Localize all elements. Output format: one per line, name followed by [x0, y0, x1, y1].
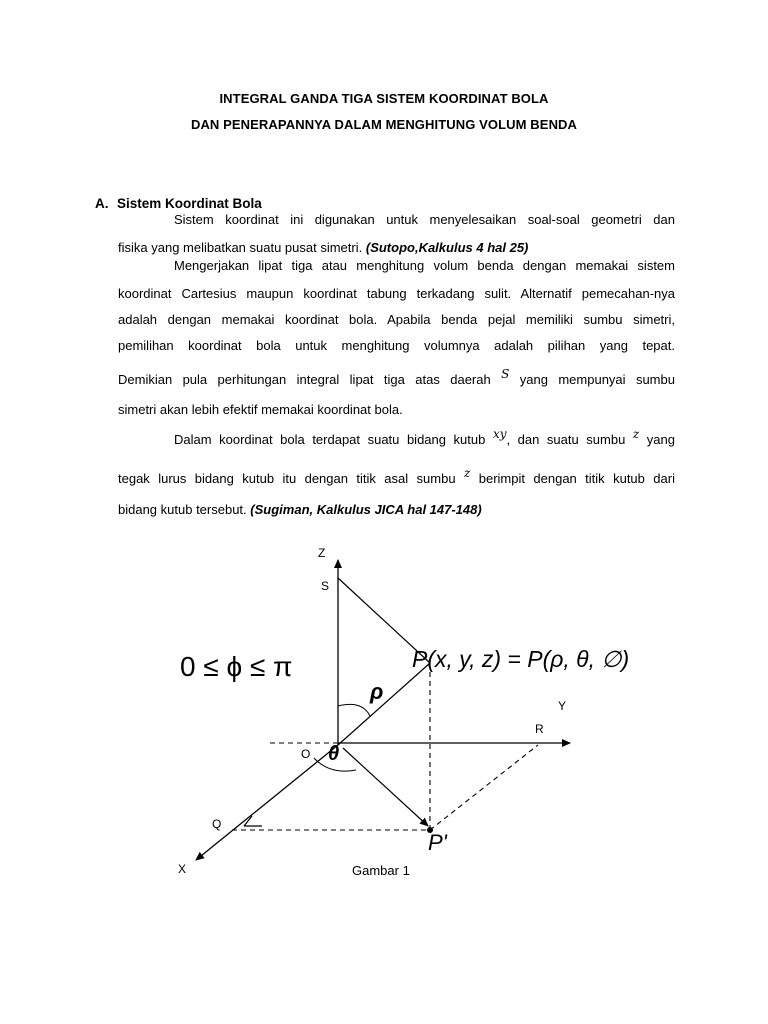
label-y: Y [558, 699, 567, 713]
point-p-formula: P(x, y, z) = P(ρ, θ, ∅) [412, 646, 630, 672]
math-z-2: z [464, 466, 471, 480]
phi-angle-arc [338, 704, 370, 716]
document-title-line1: INTEGRAL GANDA TIGA SISTEM KOORDINAT BOLA [219, 91, 549, 106]
label-q: Q [212, 817, 222, 831]
p3-line2: tegak lurus bidang kutub itu dengan titik asal sumbu z berimpit dengan titik kutub dari [118, 466, 675, 486]
citation-sugiman: (Sugiman, Kalkulus JICA hal 147-148) [250, 502, 482, 517]
section-letter: A. [95, 196, 109, 211]
p1-line2: fisika yang melibatkan suatu pusat simetri. (Sutopo,Kalkulus 4 hal 25) [118, 240, 529, 255]
label-r: R [535, 722, 544, 736]
phi-range-formula: 0 ≤ ϕ ≤ π [180, 651, 293, 682]
p2-line1: Mengerjakan lipat tiga atau menghitung volum benda dengan memakai sistem [174, 258, 675, 273]
math-region-s: S [501, 367, 510, 381]
section-title: Sistem Koordinat Bola [117, 196, 262, 211]
p2-line6: simetri akan lebih efektif memakai koordinat bola. [118, 402, 403, 417]
figure-caption: Gambar 1 [352, 863, 410, 878]
label-z: Z [318, 546, 326, 560]
document-title-line2: DAN PENERAPANNYA DALAM MENGHITUNG VOLUM BENDA [190, 117, 578, 132]
math-z: z [632, 427, 640, 441]
x-axis [196, 745, 338, 860]
citation-sutopo: (Sutopo,Kalkulus 4 hal 25) [365, 240, 529, 255]
theta-label: θ [328, 743, 340, 765]
math-xy: xy [492, 427, 507, 441]
q-right-angle-mark [244, 816, 262, 826]
label-o: O [301, 747, 311, 761]
p2-line2: koordinat Cartesius maupun koordinat tabung terkadang sulit. Alternatif pemecahan-nya [118, 286, 675, 301]
label-x: X [178, 862, 187, 876]
label-s: S [321, 579, 330, 593]
rho-label: ρ [370, 679, 384, 704]
p1-line1: Sistem koordinat ini digunakan untuk menyelesaikan soal-soal geometri dan [174, 212, 675, 227]
p2-line5: Demikian pula perhitungan integral lipat tiga atas daerah S yang mempunyai sumbu [118, 367, 675, 387]
p2-line4: pemilihan koordinat bola untuk menghitung volumnya adalah pilihan yang tepat. [118, 338, 675, 353]
p3-line1: Dalam koordinat bola terdapat suatu bidang kutub xy, dan suatu sumbu z yang [174, 427, 675, 447]
p-prime-label: P' [428, 830, 447, 855]
line-o-to-pprime [343, 748, 428, 826]
p3-line3: bidang kutub tersebut. (Sugiman, Kalkulus JICA hal 147-148) [118, 502, 482, 517]
p2-line3: adalah dengan memakai koordinat bola. Apabila benda pejal memiliki sumbu simetri, [118, 312, 675, 327]
line-pprime-to-r [430, 745, 538, 830]
